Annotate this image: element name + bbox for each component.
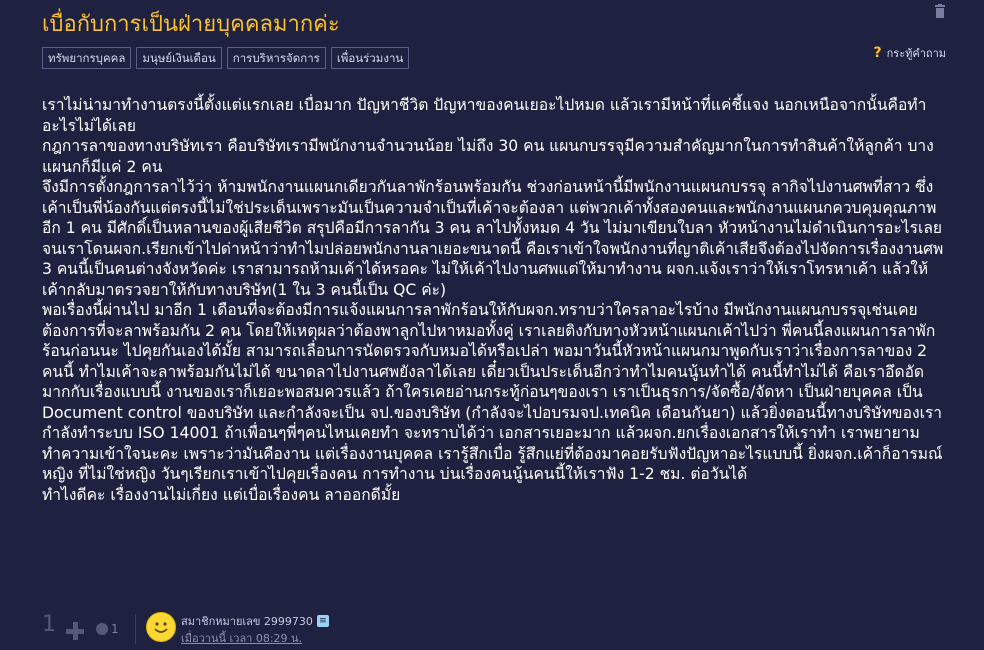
question-icon: ? xyxy=(873,45,882,61)
tag[interactable]: การบริหารจัดการ xyxy=(227,47,326,69)
member-badge-icon: ≡ xyxy=(317,615,329,627)
post-paragraph: กฎการลาของทางบริษัทเรา คือบริษัทเรามีพนักงานจำนวนน้อย ไม่ถึง 30 คน แผนกบรรจุมีความสำคัญมากในการทำสินค้าให้ลูกค้า บางแผนกก็มีแค่ 2 คน xyxy=(42,137,934,176)
vote-count: 1 xyxy=(42,612,56,637)
delete-icon[interactable] xyxy=(934,4,946,18)
page-title: เบื่อกับการเป็นฝ่ายบุคคลมากค่ะ xyxy=(42,12,340,37)
emotion-icon xyxy=(96,623,108,635)
plus-vote-icon[interactable] xyxy=(66,622,84,640)
post-paragraph: เราไม่น่ามาทำงานตรงนี้ตั้งแต่แรกเลย เบื่อมาก ปัญหาชีวิต ปัญหาของคนเยอะไปหมด แล้วเรามีหน้าที่แค่ชี้แจง นอกเหนือจากนั้นคือทำอะไรไม่ได้เลย xyxy=(42,96,927,135)
smiley-avatar-icon xyxy=(147,613,175,641)
tag-list xyxy=(42,47,409,69)
post-footer xyxy=(42,610,942,646)
tag[interactable]: ทรัพยากรบุคคล xyxy=(42,47,131,69)
post-paragraph: พอเรื่องนี้ผ่านไป มาอีก 1 เดือนที่จะต้องมีการแจ้งแผนการลาพักร้อนให้กับผจก.ทราบว่าใครลาอะไรบ้าง มีพนักงานแผนกบรรจุเช่นเคย ต้องการที่จะลาพร้อมกัน 2 คน โดยให้เหตุผลว่าต้องพาลูกไปหาหมอทั้งคู่ เราเลยติงกับทางหัวหน้าแผนกเค้าไปว่า พี่คนนี้ลงแผนการลาพักร้อนก่อนนะ ไปคุยกันเองได้มั้ย สามารถเลื่อนการนัดตรวจกับหมอได้หรือเปล่า พอมาวันนี้หัวหน้าแผนกมาพูดกับเราว่าเรื่องการลาของ 2 คนนี้ ทำไมเค้าจะลาพร้อมกันไม่ได้ ขนาดลาไปงานศพยังลาได้เลย เดี๋ยวเป็นประเด็นอีกว่าทำไมคนนู้นทำได้ คนนี้ทำไม่ได้ คือเราอึดอัดมากกับเรื่องแบบนี้ งานของเราก็เยอะพอสมควรแล้ว ถ้าใครเคยอ่านกระทู้ก่อนๆของเรา เราเป็นธุรการ/จัดซื้อ/จัดหา เป็นฝ่ายบุคคล เป็น Document control ของบริษัท และกำลังจะเป็น จป.ของบริษัท (กำลังจะไปอบรมจป.เทคนิค เดือนกันยา) แล้วยิ่งตอนนี้ทางบริษัทของเรากำลังทำระบบ ISO 14001 ถ้าเพื่อนๆพี่ๆคนไหนเคยทำ จะทราบได้ว่า เอกสารเยอะมาก แล้วผจก.ยกเรื่องเอกสารให้เราทำ เราพยายามทำความเข้าใจนะคะ เพราะว่ามันคืองาน แต่เรื่องงานบุคคล เรารู้สึกเบื่อ รู้สึกแย่ที่ต้องมาคอยรับฟังปัญหาอะไรแบบนี้ ยิ่งผจก.เค้าก็อารมณ์ หญิง ที่ไม่ใช่หญิง วันๆเรียกเราเข้าไปคุยเรื่องคน การทำงาน บ่นเรื่องคนนู้นคนนี้ให้เราฟัง 1-2 ชม. ต่อวันได้ xyxy=(42,301,943,483)
post-paragraph: ทำไงดีคะ เรื่องงานไม่เกี่ยง แต่เบื่อเรื่องคน ลาออกดีมั้ย xyxy=(42,485,401,504)
question-type-text: กระทู้คำถาม xyxy=(886,47,946,60)
avatar[interactable] xyxy=(146,612,176,642)
member-name[interactable]: สมาชิกหมายเลข 2999730 ≡ xyxy=(181,612,329,630)
emotion-button[interactable] xyxy=(96,622,119,636)
tag[interactable]: มนุษย์เงินเดือน xyxy=(136,47,221,69)
post-timestamp[interactable]: เมื่อวานนี้ เวลา 08:29 น. xyxy=(181,632,303,645)
emotion-count: 1 xyxy=(111,622,119,636)
post-body xyxy=(42,95,947,505)
question-type-label xyxy=(874,44,946,62)
post-paragraph: จึงมีการตั้งกฎการลาไว้ว่า ห้ามพนักงานแผนกเดียวกันลาพักร้อนพร้อมกัน ช่วงก่อนหน้านี้มีพนักงานแผนกบรรจุ ลากิจไปงานศพที่สาว ซึ่งเค้าเป็นพี่น้องกันแต่ตรงนี้ไม่ใช่ประเด็นเพราะมันเป็นความจำเป็นที่เค้าจะต้องลา แต่พวกเค้าทั้งสองคนและพนักงานแผนกควบคุมคุณภาพอีก 1 คน มีศักดิ์เป็นหลานของผู้เสียชีวิต สรุปคือมีการลากัน 3 คน ลาไปทั้งหมด 4 วัน ไม่มาเขียนใบลา หัวหน้างานไม่ดำเนินการอะไรเลย จนเราโดนผจก.เรียกเข้าไปด่าหน้าว่าทำไมปล่อยพนักงานลาเยอะขนาดนี้ คือเราเข้าใจพนักงานที่ญาติเค้าเสียจึงต้องไปจัดการเรื่องงานศพ 3 คนนี้เป็นคนต่างจังหวัดค่ะ เราสามารถห้ามเค้าได้หรอคะ ไม่ให้เค้าไปงานศพแต่ให้มาทำงาน ผจก.แจ้งเราว่าให้เราโทรหาเค้า แล้วให้เค้ากลับมาตรวจยาให้กับทางบริษัท(1 ใน 3 คนนี้เป็น QC ค่ะ) xyxy=(42,178,944,299)
tag[interactable]: เพื่อนร่วมงาน xyxy=(331,47,409,69)
divider xyxy=(135,614,136,644)
